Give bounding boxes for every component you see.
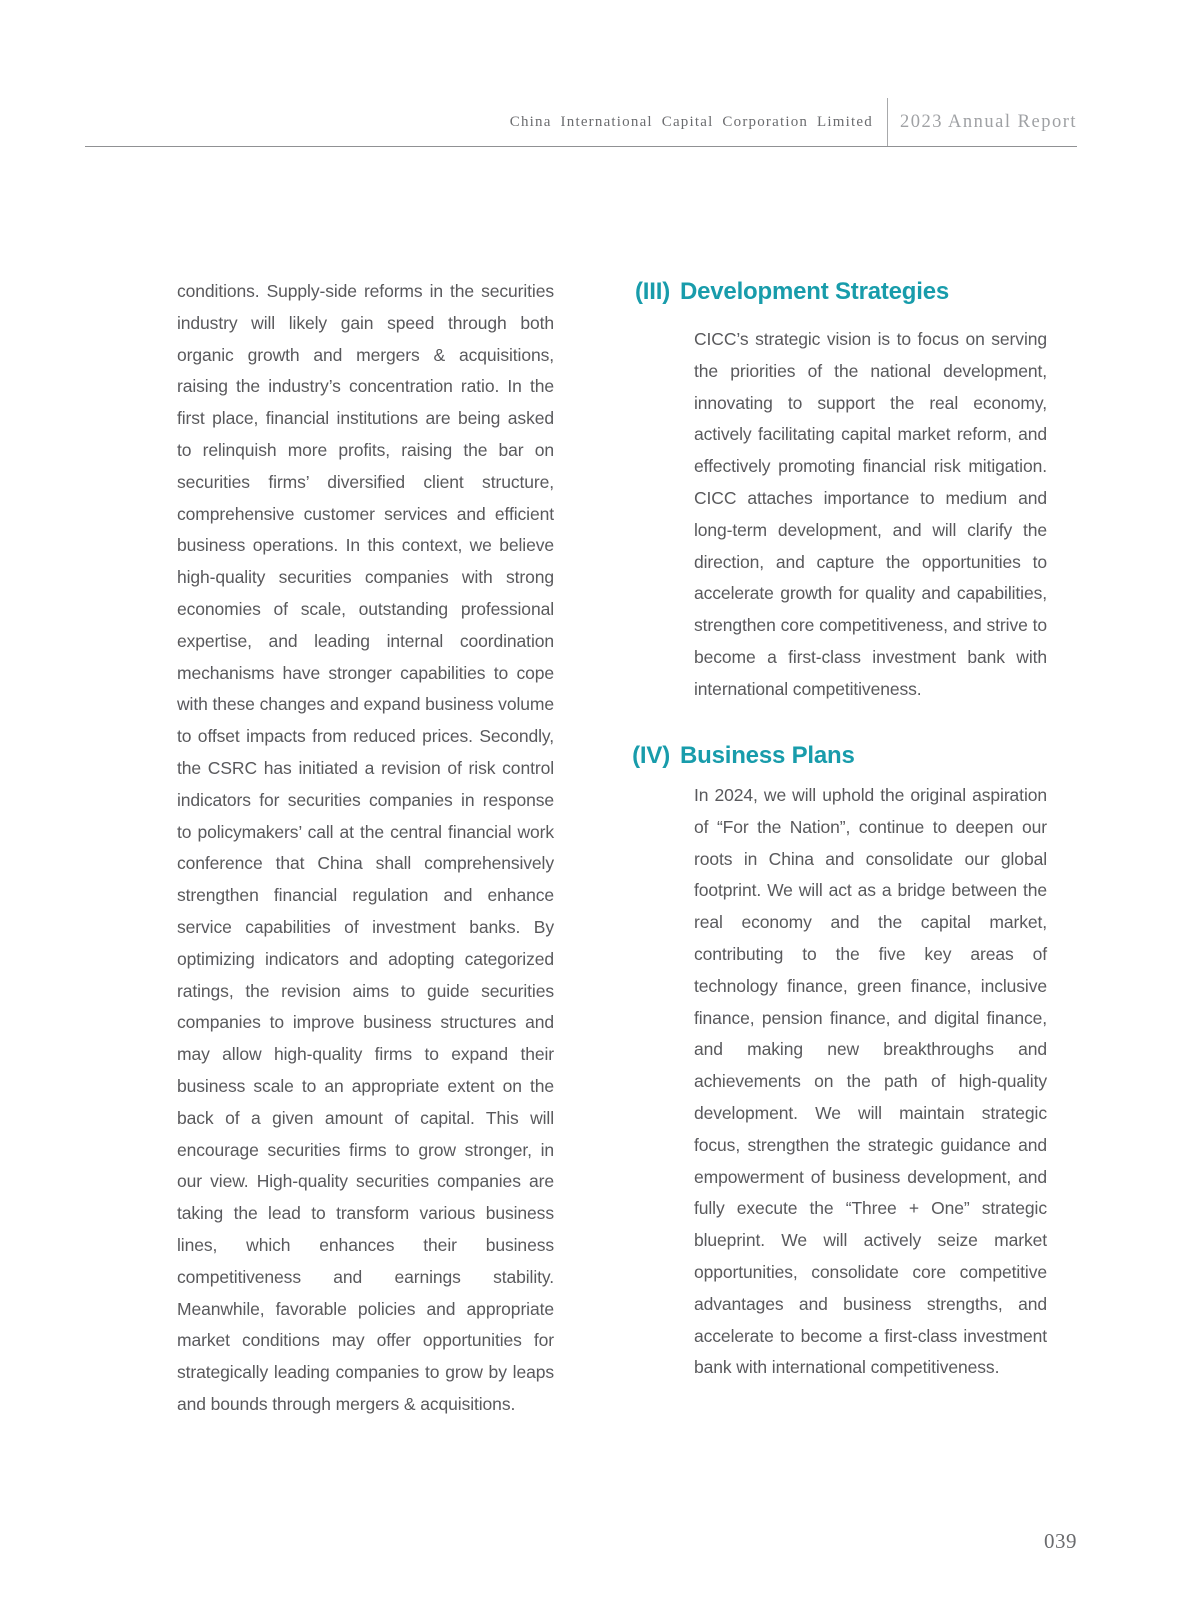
company-name: China International Capital Corporation Limited (509, 113, 873, 130)
section-iii-heading (628, 277, 949, 306)
section-iii-paragraph: CICC’s strategic vision is to focus on serving the priorities of the national development, innovating to support the real economy, actively facilitating capital market reform, and effectively promoting financial risk mitigation. CICC attaches importance to medium and long-term development, and will clarify the direction, and capture the opportunities to accelerate growth for quality and capabilities, strengthen core competitiveness, and strive to become a first-class investment bank with international competitiveness. (694, 329, 1047, 699)
report-title: 2023 Annual Report (899, 111, 1077, 132)
section-iii-title: Development Strategies (680, 278, 950, 305)
left-column-paragraph: conditions. Supply-side reforms in the securities industry will likely gain speed through both organic growth and mergers & acquisitions, raising the industry’s concentration ratio. In the first place, financial institutions are being asked to relinquish more profits, raising the bar on securities firms’ diversified client structure, comprehensive customer services and efficient business operations. In this context, we believe high-quality securities companies with strong economies of scale, outstanding professional expertise, and leading internal coordination mechanisms have stronger capabilities to cope with these changes and expand business volume to offset impacts from reduced prices. Secondly, the CSRC has initiated a revision of risk control indicators for securities companies in response to policymakers’ call at the central financial work conference that China shall comprehensively strengthen financial regulation and enhance service capabilities of investment banks. By optimizing indicators and adopting categorized ratings, the revision aims to guide securities companies to improve business structures and may allow high-quality firms to expand their business scale to an appropriate extent on the back of a given amount of capital. This will encourage securities firms to grow stronger, in our view. High-quality securities companies are taking the lead to transform various business lines, which enhances their business competitiveness and earnings stability. Meanwhile, favorable policies and appropriate market conditions may offer opportunities for strategically leading companies to grow by leaps and bounds through mergers & acquisitions. (177, 281, 554, 1414)
section-iii-number: (III) (635, 278, 670, 305)
section-iv-number: (IV) (632, 742, 670, 769)
header-divider (887, 98, 888, 146)
section-iv-heading (628, 741, 855, 770)
section-iv-paragraph: In 2024, we will uphold the original aspiration of “For the Nation”, continue to deepen our roots in China and consolidate our global footprint. We will act as a bridge between the real economy and the capital market, contributing to the five key areas of technology finance, green finance, inclusive finance, pension finance, and digital finance, and making new breakthroughs and achievements on the path of high-quality development. We will maintain strategic focus, strengthen the strategic guidance and empowerment of business development, and fully execute the “Three + One” strategic blueprint. We will actively seize market opportunities, consolidate core competitive advantages and business strengths, and accelerate to become a first-class investment bank with international competitiveness. (694, 785, 1047, 1378)
page-header (85, 98, 1077, 147)
section-iv-title: Business Plans (680, 742, 855, 769)
page-number: 039 (1044, 1529, 1077, 1553)
